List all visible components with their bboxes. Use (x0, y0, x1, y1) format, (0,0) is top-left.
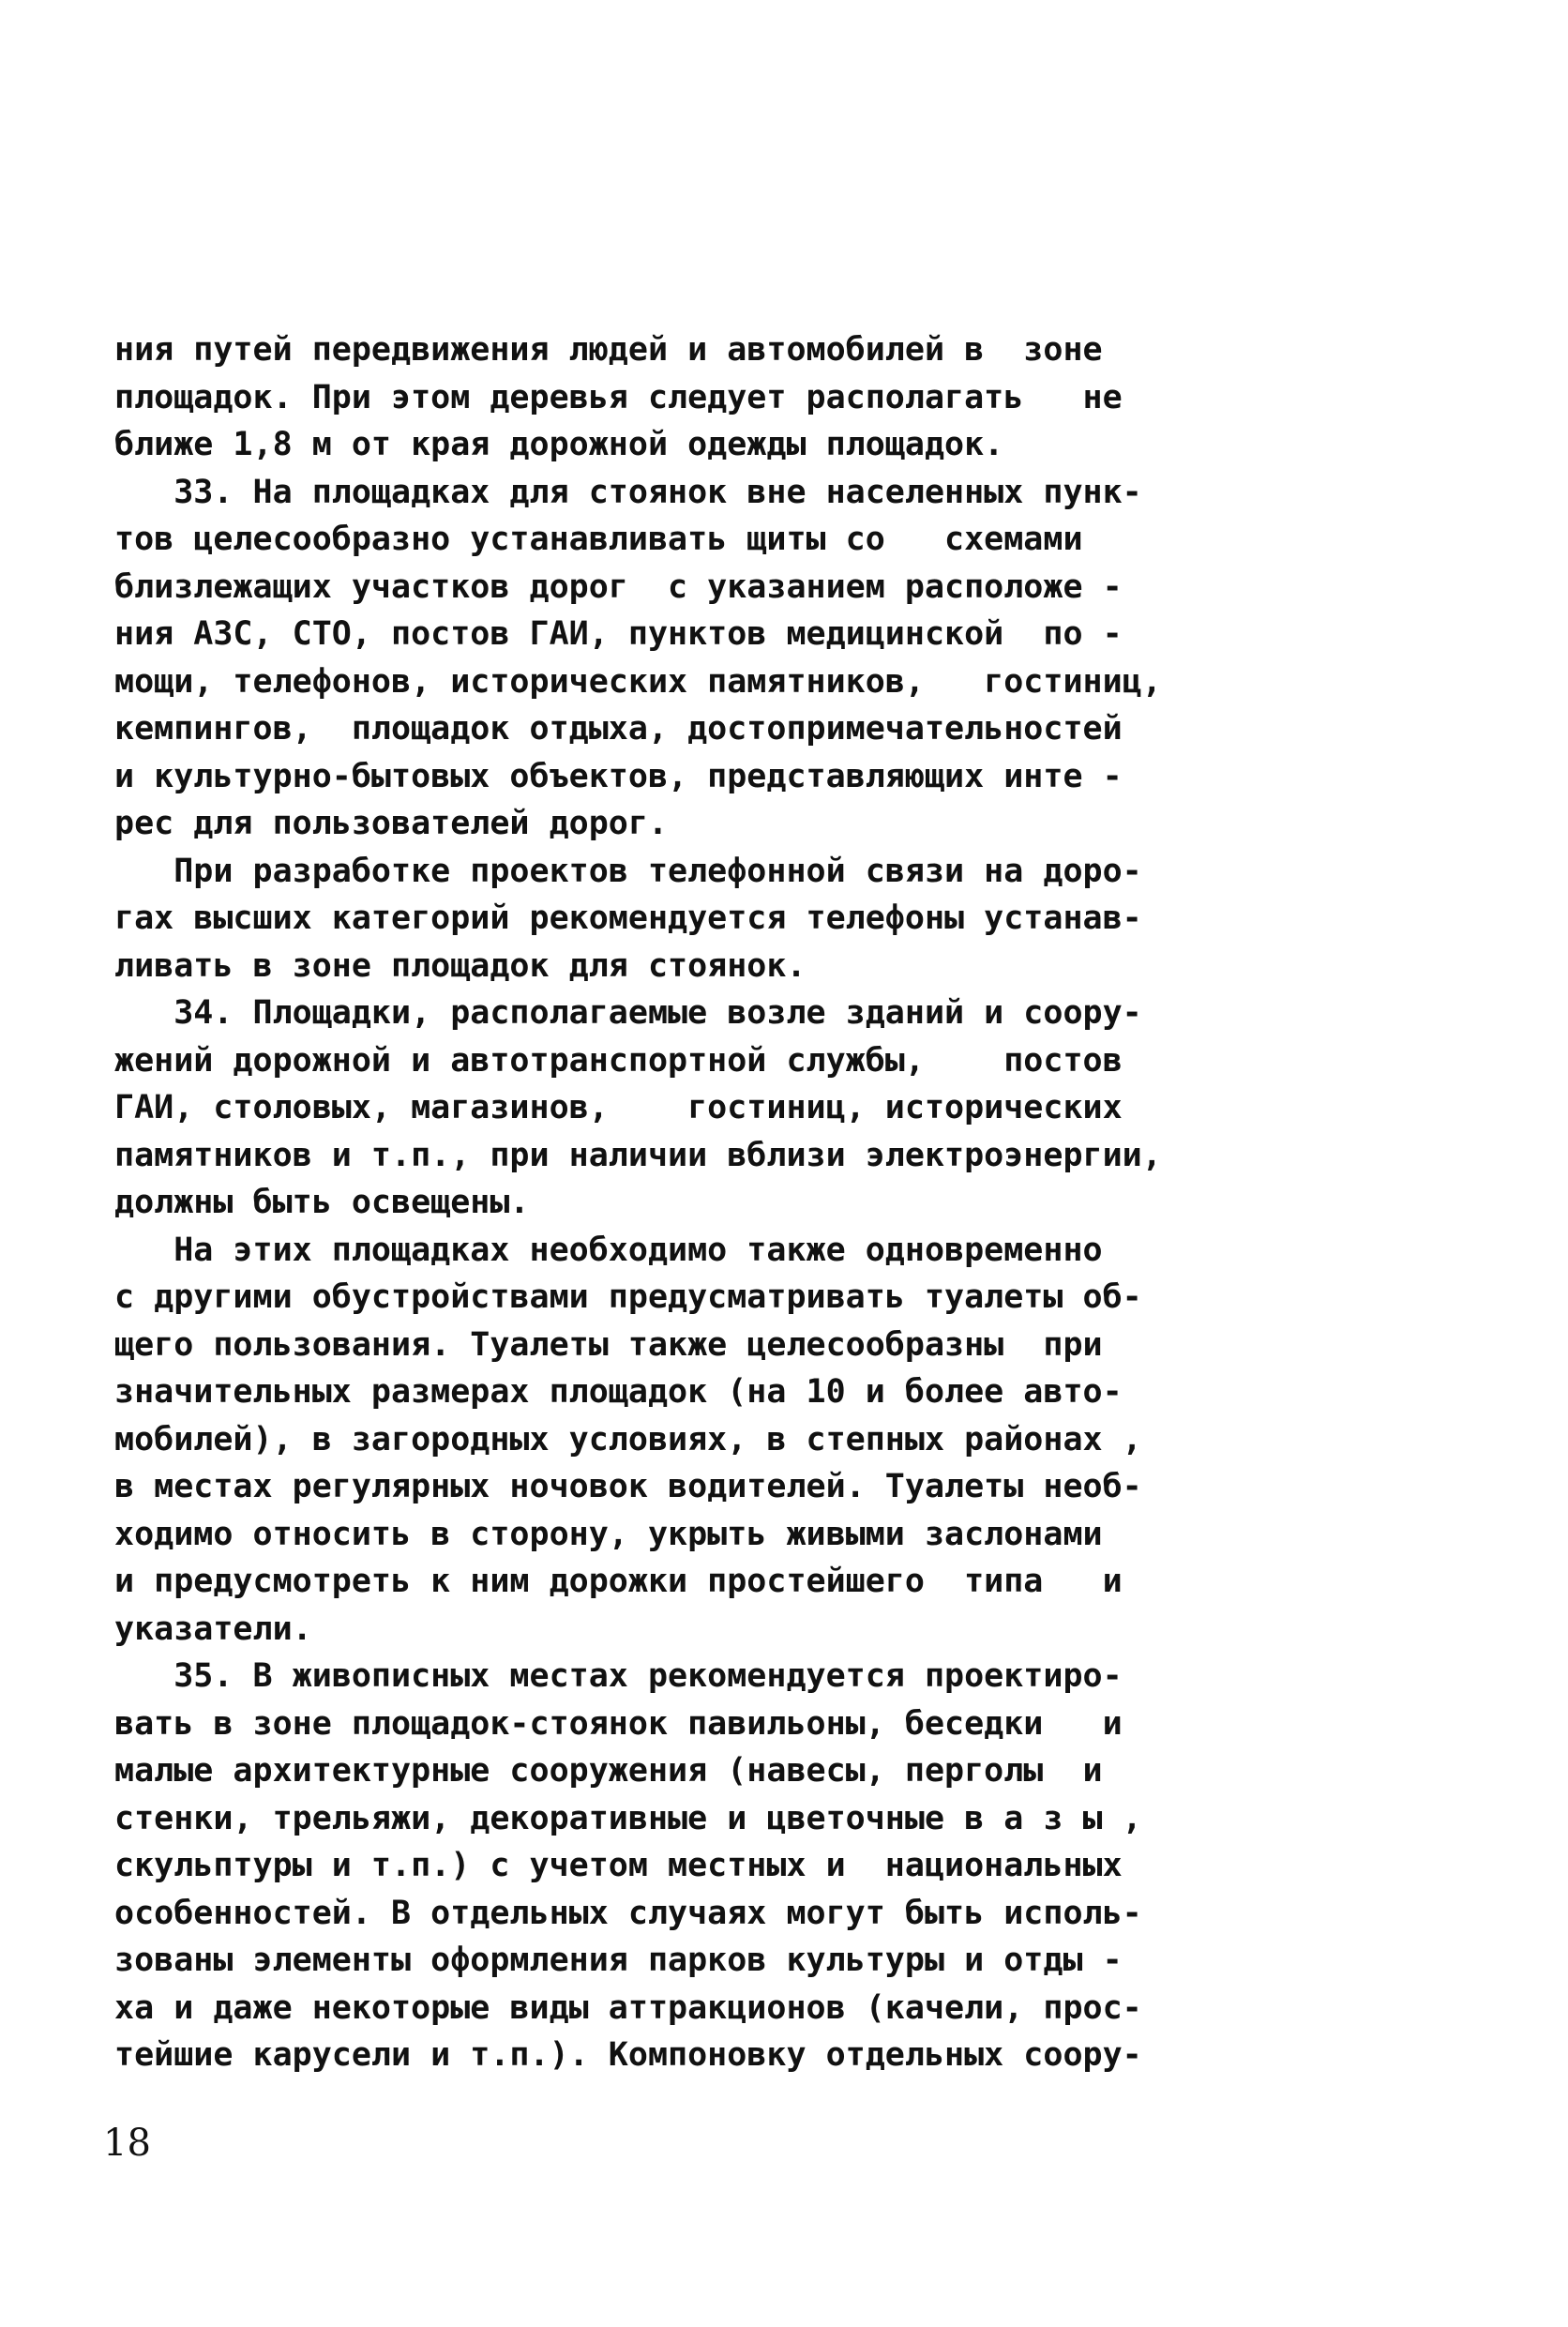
text-line: ГАИ, столовых, магазинов, гостиниц, исторических (114, 1089, 1123, 1126)
text-line: тейшие карусели и т.п.). Компоновку отдельных соору- (114, 2036, 1142, 2074)
text-line: должны быть освещены. (114, 1184, 530, 1221)
text-line: скульптуры и т.п.) с учетом местных и национальных (114, 1847, 1123, 1884)
text-line: мобилей), в загородных условиях, в степных районах , (114, 1420, 1142, 1458)
text-line: особенностей. В отдельных случаях могут быть исполь- (114, 1894, 1142, 1932)
text-line: 33. На площадках для стоянок вне населенных пунк- (114, 473, 1142, 511)
text-line: памятников и т.п., при наличии вблизи электроэнергии, (114, 1136, 1162, 1174)
text-line: ближе 1,8 м от края дорожной одежды площадок. (114, 426, 1004, 463)
text-line: указатели. (114, 1609, 312, 1648)
text-line: жений дорожной и автотранспортной службы, постов (114, 1041, 1123, 1080)
text-line: кемпингов, площадок отдыха, достопримечательностей (114, 710, 1123, 748)
text-line: и предусмотреть к ним дорожки простейшего типа и (114, 1563, 1123, 1600)
text-line: гах высших категорий рекомендуется телефоны устанав- (114, 899, 1142, 937)
text-line: площадок. При этом деревья следует располагать не (114, 378, 1123, 416)
text-line: стенки, трельяжи, декоративные и цветочные в а з ы , (114, 1799, 1142, 1837)
page-number: 18 (103, 2122, 151, 2165)
text-line: На этих площадках необходимо также одновременно (114, 1231, 1103, 1269)
text-line: ния путей передвижения людей и автомобилей в зоне (114, 331, 1103, 369)
text-line: щего пользования. Туалеты также целесообразны при (114, 1325, 1103, 1364)
text-line: 34. Площадки, располагаемые возле зданий и соору- (114, 994, 1142, 1032)
text-line: ходимо относить в сторону, укрыть живыми заслонами (114, 1515, 1103, 1553)
body-text (114, 326, 1334, 2079)
text-line: и культурно-бытовых объектов, представляющих инте - (114, 757, 1123, 795)
text-line: значительных размерах площадок (на 10 и более авто- (114, 1373, 1123, 1411)
text-line: ния АЗС, СТО, постов ГАИ, пунктов медицинской по - (114, 615, 1123, 653)
text-line: в местах регулярных ночовок водителей. Туалеты необ- (114, 1468, 1142, 1505)
text-line: близлежащих участков дорог с указанием расположе - (114, 567, 1123, 606)
text-line: ливать в зоне площадок для стоянок. (114, 946, 807, 985)
text-line: тов целесообразно устанавливать щиты со схемами (114, 521, 1083, 558)
text-line: мощи, телефонов, исторических памятников, гостиниц, (114, 662, 1162, 701)
text-line: с другими обустройствами предусматривать туалеты об- (114, 1278, 1142, 1316)
text-line: ха и даже некоторые виды аттракционов (качели, прос- (114, 1988, 1142, 2027)
text-line: 35. В живописных местах рекомендуется проектиро- (114, 1657, 1123, 1695)
text-line: зованы элементы оформления парков культуры и отды - (114, 1942, 1123, 1979)
text-line: малые архитектурные сооружения (навесы, перголы и (114, 1752, 1103, 1790)
text-line: вать в зоне площадок-стоянок павильоны, беседки и (114, 1704, 1123, 1743)
text-line: рес для пользователей дорог. (114, 805, 669, 842)
text-line: При разработке проектов телефонной связи на доро- (114, 852, 1142, 890)
